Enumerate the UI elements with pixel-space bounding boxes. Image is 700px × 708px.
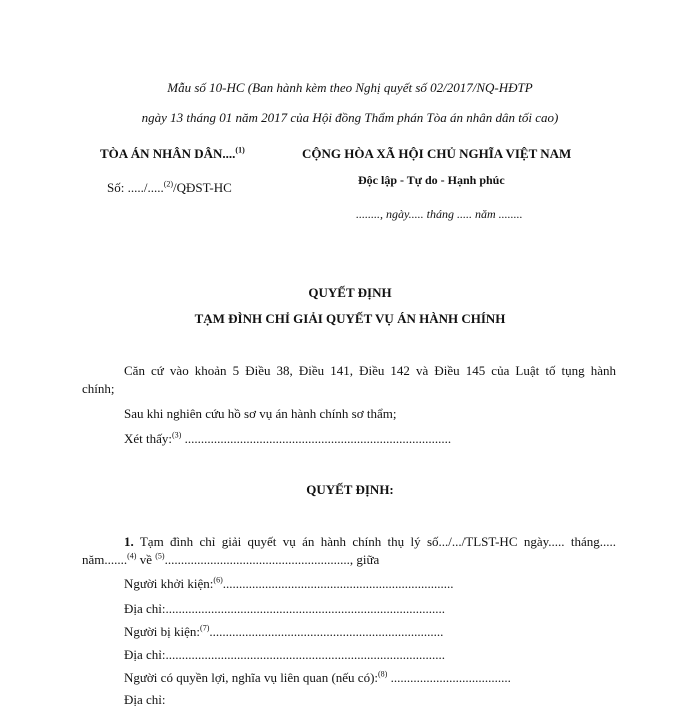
footnote-ref-5: (5) [155, 551, 165, 561]
plaintiff-label: Người khởi kiện: [124, 576, 214, 591]
plaintiff-dots: ....................................................................... [222, 576, 454, 591]
decision-number-prefix: Số: ...../..... [107, 180, 164, 195]
item-1-year-field: năm....... [82, 552, 128, 567]
footnote-ref-2: (2) [163, 179, 174, 189]
court-name-text: TÒA ÁN NHÂN DÂN.... [100, 146, 236, 161]
footnote-ref-3: (3) [172, 430, 182, 440]
plaintiff-address-dots: ...................................................................................... [165, 601, 446, 616]
item-1-subject-field: ........................................................., giữa [164, 552, 380, 567]
defendant-field [124, 624, 443, 640]
plaintiff-field [124, 576, 453, 592]
related-party-field [124, 670, 511, 686]
defendant-address-label: Địa chỉ: [124, 647, 166, 662]
court-name [100, 146, 245, 162]
consideration-line [124, 431, 451, 447]
related-party-address-field [124, 692, 166, 708]
consideration-label: Xét thấy: [124, 431, 173, 446]
footnote-ref-7: (7) [200, 623, 210, 633]
defendant-label: Người bị kiện: [124, 624, 201, 639]
form-reference-line-1: Mẫu số 10-HC (Ban hành kèm theo Nghị quyết số 02/2017/NQ-HĐTP [167, 80, 533, 95]
review-statement: Sau khi nghiên cứu hồ sơ vụ án hành chính sơ thẩm; [124, 406, 397, 421]
related-party-address-label: Địa chỉ: [124, 692, 166, 707]
footnote-ref-6: (6) [213, 575, 223, 585]
item-1-text: Tạm đình chỉ giải quyết vụ án hành chính thụ lý số.../.../TLST-HC ngày..... tháng..... [133, 534, 616, 549]
legal-basis-line-1: Căn cứ vào khoản 5 Điều 38, Điều 141, Điều 142 và Điều 145 của Luật tố tụng hành [124, 363, 616, 378]
item-1-number: 1. [124, 534, 134, 549]
related-party-label: Người có quyền lợi, nghĩa vụ liên quan (nếu có): [124, 670, 379, 685]
nation-title: CỘNG HÒA XÃ HỘI CHỦ NGHĨA VIỆT NAM [302, 146, 572, 161]
plaintiff-address-field [124, 601, 445, 617]
decision-number-suffix: /QĐST-HC [173, 180, 232, 195]
item-1-about-label: về [136, 552, 156, 567]
defendant-address-dots: ...................................................................................... [165, 647, 446, 662]
document-subtitle: TẠM ĐÌNH CHỈ GIẢI QUYẾT VỤ ÁN HÀNH CHÍNH [194, 311, 506, 326]
form-reference-line-2: ngày 13 tháng 01 năm 2017 của Hội đồng Thẩm phán Tòa án nhân dân tối cao) [141, 110, 559, 125]
consideration-dots: .................................................................................. [181, 431, 452, 446]
document-title: QUYẾT ĐỊNH [308, 285, 392, 300]
national-motto: Độc lập - Tự do - Hạnh phúc [358, 173, 505, 187]
footnote-ref-8: (8) [378, 669, 388, 679]
footnote-ref-4: (4) [127, 551, 137, 561]
footnote-ref-1: (1) [235, 145, 245, 155]
related-party-dots: ..................................... [387, 670, 511, 685]
item-1-line-2 [82, 552, 379, 568]
item-1-line-1 [124, 534, 616, 550]
plaintiff-address-label: Địa chỉ: [124, 601, 166, 616]
date-line: ........, ngày..... tháng ..... năm ........ [356, 207, 523, 221]
legal-basis-line-2: chính; [82, 381, 115, 396]
defendant-dots: ........................................................................ [209, 624, 444, 639]
decision-number [107, 180, 232, 196]
defendant-address-field [124, 647, 445, 663]
decision-heading: QUYẾT ĐỊNH: [306, 482, 394, 497]
